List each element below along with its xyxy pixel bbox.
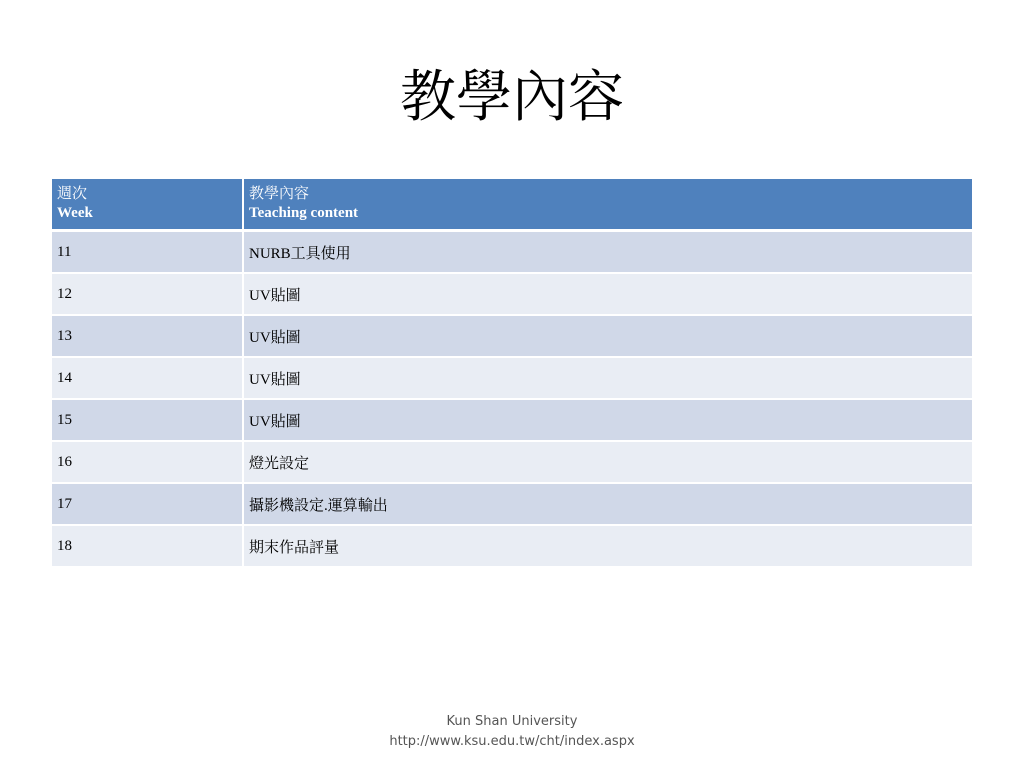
row-week: 12	[52, 274, 244, 316]
footer-url[interactable]: http://www.ksu.edu.tw/cht/index.aspx	[389, 734, 635, 749]
header-week-en: Week	[57, 205, 93, 221]
row-week: 14	[52, 358, 244, 400]
table-row	[52, 316, 972, 358]
table-row	[52, 442, 972, 484]
footer-university: Kun Shan University	[446, 714, 578, 729]
row-week: 13	[52, 316, 244, 358]
schedule-table-container	[52, 179, 972, 568]
row-week: 11	[52, 232, 244, 274]
header-content-zh: 教學內容	[249, 186, 310, 202]
row-content: UV貼圖	[244, 316, 972, 358]
row-content: UV貼圖	[244, 358, 972, 400]
header-content	[244, 179, 972, 232]
row-content: 期末作品評量	[244, 526, 972, 568]
row-content: 燈光設定	[244, 442, 972, 484]
table-row	[52, 274, 972, 316]
slide-title: 教學內容	[400, 65, 624, 130]
table-row	[52, 232, 972, 274]
row-content: NURB工具使用	[244, 232, 972, 274]
row-content: 攝影機設定.運算輸出	[244, 484, 972, 526]
schedule-table	[52, 179, 972, 568]
table-row	[52, 484, 972, 526]
row-week: 18	[52, 526, 244, 568]
table-header-row	[52, 179, 972, 232]
header-content-en: Teaching content	[249, 205, 359, 221]
row-content: UV貼圖	[244, 274, 972, 316]
table-row	[52, 400, 972, 442]
header-week-zh: 週次	[57, 186, 88, 202]
row-week: 17	[52, 484, 244, 526]
table-row	[52, 526, 972, 568]
header-week	[52, 179, 244, 232]
table-row	[52, 358, 972, 400]
row-week: 15	[52, 400, 244, 442]
row-content: UV貼圖	[244, 400, 972, 442]
row-week: 16	[52, 442, 244, 484]
footer	[0, 712, 1024, 752]
